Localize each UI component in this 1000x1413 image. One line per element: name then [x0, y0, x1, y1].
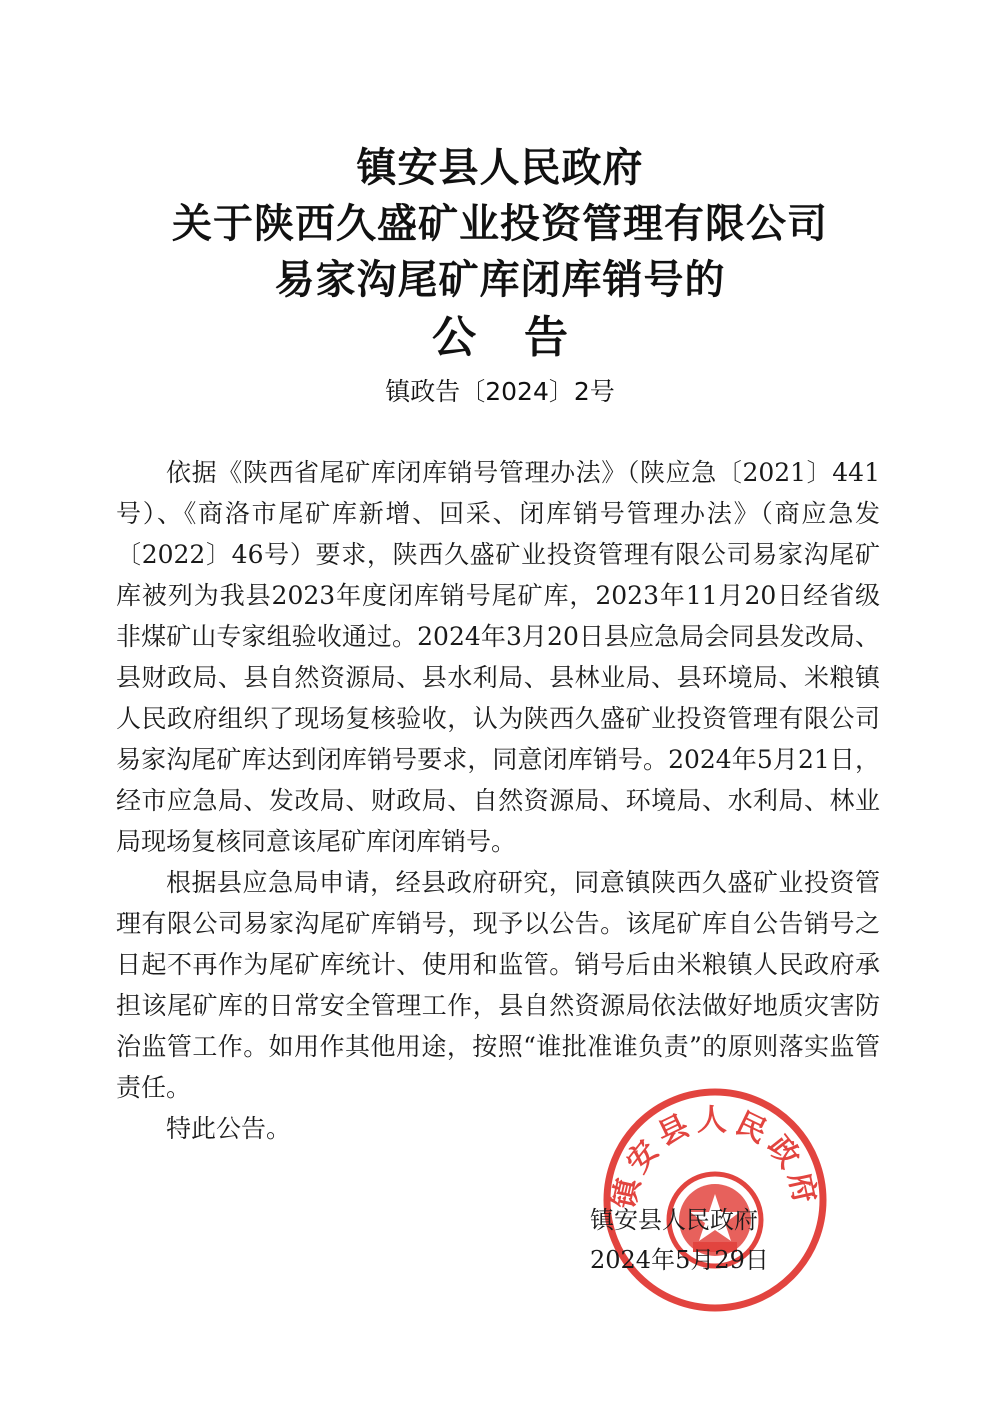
title-line-3: 易家沟尾矿库闭库销号的 — [274, 256, 726, 303]
signature-date: 2024年5月29日 — [590, 1246, 769, 1274]
title-line-4: 公告 — [432, 312, 616, 363]
seal-text: 镇安县人民政府 — [606, 1103, 824, 1213]
body-paragraph-2: 根据县应急局申请，经县政府研究，同意镇陕西久盛矿业投资管理有限公司易家沟尾矿库销号，现予以公告。该尾矿库自公告销号之日起不再作为尾矿库统计、使用和监管。销号后由米粮镇人民政府承担该尾矿库的日常安全管理工作，县自然资源局依法做好地质灾害防治监管工作。如用作其他用途，按照“谁批准谁负责”的原则落实监管责任。 — [116, 868, 880, 1102]
body-paragraph-1: 依据《陕西省尾矿库闭库销号管理办法》（陕应急〔2021〕441号）、《商洛市尾矿库新增、回采、闭库销号管理办法》（商应急发〔2022〕46号）要求，陕西久盛矿业投资管理有限公司易家沟尾矿库被列为我县2023年度闭库销号尾矿库，2023年11月20日经省级非煤矿山专家组验收通过。2024年3月20日县应急局会同县发改局、县财政局、县自然资源局、县水利局、县林业局、县环境局、米粮镇人民政府组织了现场复核验收，认为陕西久盛矿业投资管理有限公司易家沟尾矿库达到闭库销号要求，同意闭库销号。2024年5月21日，经市应急局、发改局、财政局、自然资源局、环境局、水利局、林业局现场复核同意该尾矿库闭库销号。 — [116, 458, 880, 856]
title-line-2: 关于陕西久盛矿业投资管理有限公司 — [172, 200, 828, 247]
signature-block — [590, 1200, 820, 1280]
document-number: 镇政告〔2024〕2号 — [385, 377, 615, 406]
document-body — [116, 452, 880, 1149]
title-line-1: 镇安县人民政府 — [356, 144, 644, 191]
document-title — [0, 140, 1000, 368]
body-paragraph-3: 特此公告。 — [166, 1114, 292, 1143]
signature-org: 镇安县人民政府 — [590, 1206, 758, 1234]
